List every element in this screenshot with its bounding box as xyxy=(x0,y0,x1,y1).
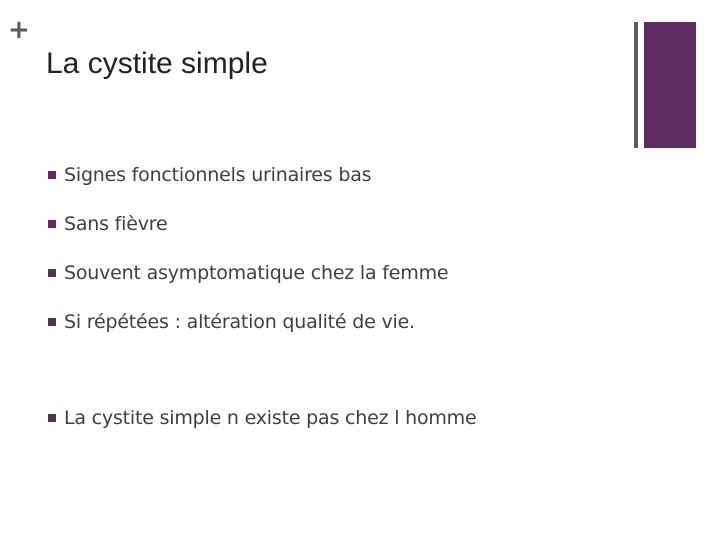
bullet-text: Souvent asymptomatique chez la femme xyxy=(64,262,449,284)
square-bullet-icon xyxy=(48,414,56,422)
slide-title: La cystite simple xyxy=(46,47,268,80)
accent-bar-wide xyxy=(644,22,696,148)
bullet-text: Sans fièvre xyxy=(64,213,168,235)
accent-bar-thin xyxy=(634,22,638,148)
bullet-text: Signes fonctionnels urinaires bas xyxy=(64,164,372,186)
square-bullet-icon xyxy=(48,318,56,326)
plus-icon: + xyxy=(8,15,30,45)
square-bullet-icon xyxy=(48,171,56,179)
bullet-text: La cystite simple n existe pas chez l homme xyxy=(64,407,477,429)
square-bullet-icon xyxy=(48,269,56,277)
bullet-text: Si répétées : altération qualité de vie. xyxy=(64,311,415,333)
accent-bars xyxy=(634,22,696,148)
square-bullet-icon xyxy=(48,220,56,228)
